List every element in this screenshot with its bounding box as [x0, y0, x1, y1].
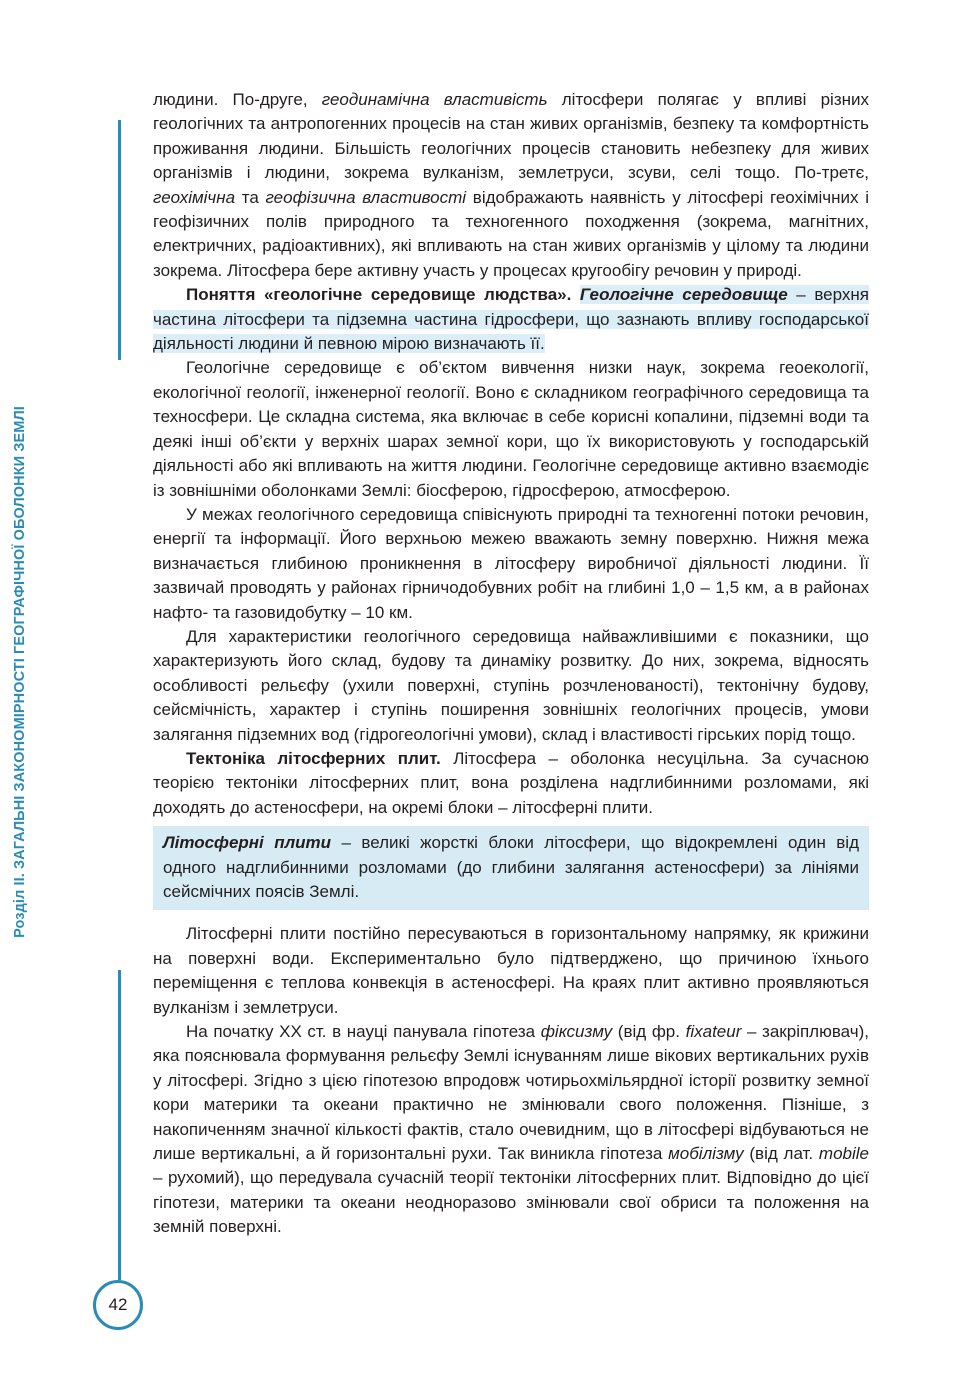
- definition-box: [153, 826, 869, 910]
- paragraph: Літосферні плити постійно пересуваються в горизонтальному напрямку, як крижини на поверхні води. Експериментально було підтверджено, що причиною їхнього переміщення є теплова конвекція в астеносфері. На краях плит активно проявляються вулканізм і землетруси.: [153, 924, 869, 1017]
- definition-term: Літосферні плити: [163, 833, 332, 853]
- side-rule-bottom: [118, 970, 121, 1280]
- section-title: Розділ II. ЗАГАЛЬНІ ЗАКОНОМІРНОСТІ ГЕОГРАФІЧНОЇ ОБОЛОНКИ ЗЕМЛІ: [12, 406, 28, 938]
- side-rule-top: [118, 120, 121, 360]
- main-text: [153, 88, 869, 1240]
- paragraph: людини. По-друге, геодинамічна властивість літосфери полягає у впливі різних геологічних та антропогенних процесів на стан живих організмів, безпеку та комфортність проживання людини. Більшість геологічних процесів становить небезпеку для живих організмів і людини, зокрема вулканізм, землетруси, зсуви, селі тощо. По-третє, геохімічна та геофізична властивості відображають наявність у літосфері геохімічних і геофізичних полів природного та техногенного походження (зокрема, магнітних, електричних, радіоактивних), які впливають на стан живих організмів у цілому та людини зокрема. Літосфера бере активну участь у процесах кругообігу речовин у природі.: [153, 90, 870, 280]
- paragraph: Для характеристики геологічного середовища найважливішими є показники, що характеризують його склад, будову та динаміку розвитку. До них, зокрема, відносять особливості рельєфу (ухили поверхні, ступінь розчленованості), тектонічну будову, сейсмічність, характер і ступінь поширення зовнішніх геологічних процесів, умови залягання підземних вод (гідрогеологічні умови), склад і властивості гірських порід тощо.: [153, 626, 869, 744]
- paragraph-plate-tectonics: Тектоніка літосферних плит. Літосфера – оболонка несуцільна. За сучасною теорією тектоніки літосферних плит, вона розділена надглибинними розломами, які доходять до астеносфери, на окремі блоки – літосферні плити.: [153, 748, 869, 817]
- paragraph: На початку XX ст. в науці панувала гіпотеза фіксизму (від фр. fixateur – закріплювач), яка пояснювала формування рельєфу Землі існуванням лише вікових вертикальних рухів у літосфері. Згідно з цією гіпотезою впродовж чотирьохмільярдної історії розвитку земної кори материки та океани практично не змінювали свого положення. Пізніше, з накопиченням значної кількості фактів, стало очевидним, що в літосфері відбуваються не лише вертикальні, а й горизонтальні рухи. Так виникла гіпотеза мобілізму (від лат. mobile – рухомий), що передувала сучасній теорії тектоніки літосферних плит. Відповідно до цієї гіпотези, материки та океани неодноразово змінювали свої обриси та положення на земній поверхні.: [153, 1022, 870, 1237]
- definition-text: – великі жорсткі блоки літосфери, що відокремлені один від одного надглибинними розломами (до глибини залягання астеносфери) за лініями сейсмічних поясів Землі.: [163, 833, 859, 901]
- paragraph: Геологічне середовище є об’єктом вивчення низки наук, зокрема геоекології, екологічної геології, інженерної геології. Воно є складником географічного середовища та техносфери. Це складна система, яка включає в себе корисні копалини, підземні води та деякі інші об’єкти у верхніх шарах земної кори, що їх використовують у господарській діяльності або які впливають на життя людини. Геологічне середовище активно взаємодіє із зовнішніми оболонками Землі: біосферою, гідросферою, атмосферою.: [153, 358, 869, 500]
- page-number-badge: [93, 1280, 143, 1330]
- paragraph-geological-environment: Поняття «геологічне середовище людства». Геологічне середовище – верхня частина літосфери та підземна частина гідросфери, що зазнають впливу господарської діяльності людини й певною мірою визначають її.: [153, 285, 869, 354]
- paragraph: У межах геологічного середовища співіснують природні та техногенні потоки речовин, енергії та інформації. Його верхньою межею вважають земну поверхню. Нижня межа визначається глибиною проникнення в літосферу виробничої діяльності людини. Її зазвичай проводять у районах гірничодобувних робіт на глибині 1,0 – 1,5 км, а в районах нафто- та газовидобутку – 10 км.: [153, 504, 869, 622]
- page-number: 42: [108, 1295, 128, 1314]
